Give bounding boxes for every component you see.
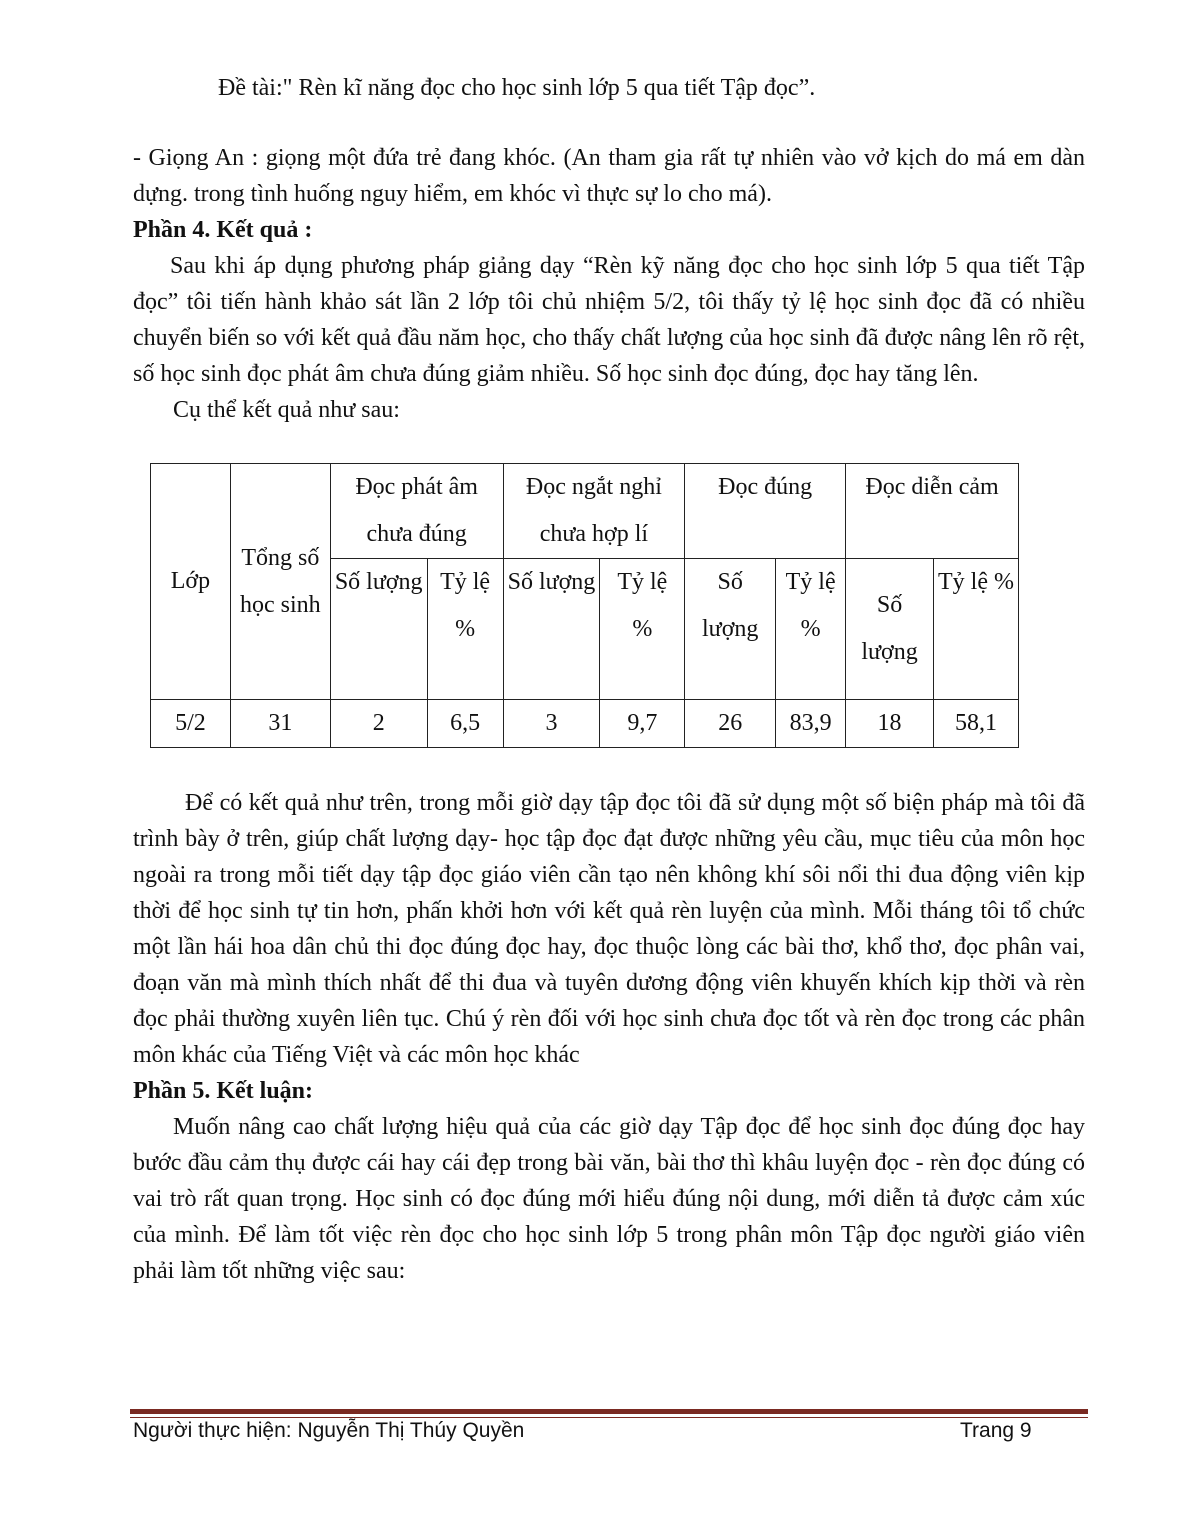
table-cell: 5/2 bbox=[151, 700, 231, 748]
footer-page-number: Trang 9 bbox=[960, 1419, 1032, 1442]
group-header: Đọc diễn cảm bbox=[846, 464, 1019, 559]
page-header-title: Đề tài:" Rèn kĩ năng đọc cho học sinh lớp 5 qua tiết Tập đọc”. bbox=[218, 75, 816, 101]
group-header: Đọc đúng bbox=[685, 464, 846, 559]
table-cell: 83,9 bbox=[776, 700, 846, 748]
sub-header: Tỷ lệ % bbox=[934, 559, 1019, 700]
table-cell: 18 bbox=[846, 700, 934, 748]
table-cell: 31 bbox=[230, 700, 330, 748]
table-cell: 58,1 bbox=[934, 700, 1019, 748]
results-table bbox=[150, 463, 1019, 748]
sub-header: Số lượng bbox=[330, 559, 427, 700]
section4-paragraph: Sau khi áp dụng phương pháp giảng dạy “Rèn kỹ năng đọc cho học sinh lớp 5 qua tiết Tập đọc” tôi tiến hành khảo sát lần 2 lớp tôi chủ nhiệm 5/2, tôi thấy tỷ lệ học sinh đọc đã có nhiều chuyển biến so với kết quả đầu năm học, cho thấy chất lượng của học sinh đã được nâng lên rõ rệt, số học sinh đọc phát âm chưa đúng giảm nhiều. Số học sinh đọc đúng, đọc hay tăng lên. bbox=[133, 253, 1085, 387]
section5-paragraph: Muốn nâng cao chất lượng hiệu quả của các giờ dạy Tập đọc để học sinh đọc đúng đọc hay bước đầu cảm thụ được cái hay cái đẹp trong bài văn, bài thơ thì khâu luyện đọc - rèn đọc đúng có vai trò rất quan trọng. Học sinh có đọc đúng mới hiểu đúng nội dung, mới diễn tả được cảm xúc của mình. Để làm tốt việc rèn đọc cho học sinh lớp 5 trong phân môn Tập đọc người giáo viên phải làm tốt những việc sau: bbox=[133, 1114, 1085, 1284]
sub-header: Số lượng bbox=[503, 559, 600, 700]
sub-header: Tỷ lệ % bbox=[600, 559, 685, 700]
header-lop: Lớp bbox=[151, 464, 231, 700]
group-header: Đọc phát âm chưa đúng bbox=[330, 464, 503, 559]
lower-text-block bbox=[133, 785, 1085, 1289]
sub-header: Số lượng bbox=[685, 559, 776, 700]
table-cell: 2 bbox=[330, 700, 427, 748]
table-row bbox=[151, 700, 1019, 748]
upper-text-block bbox=[133, 140, 1085, 428]
sub-header: Số lượng bbox=[846, 559, 934, 700]
sub-header: Tỷ lệ % bbox=[776, 559, 846, 700]
footer-rule bbox=[130, 1409, 1088, 1414]
section4-heading: Phần 4. Kết quả : bbox=[133, 217, 313, 243]
group-header: Đọc ngắt nghỉ chưa hợp lí bbox=[503, 464, 685, 559]
sub-header: Tỷ lệ % bbox=[427, 559, 503, 700]
table-intro: Cụ thể kết quả như sau: bbox=[173, 397, 400, 423]
after-table-paragraph: Để có kết quả như trên, trong mỗi giờ dạy tập đọc tôi đã sử dụng một số biện pháp mà tôi đã trình bày ở trên, giúp chất lượng dạy- học tập đọc đạt được những yêu cầu, mục tiêu của môn học ngoài ra trong mỗi tiết dạy tập đọc giáo viên cần tạo nên không khí sôi nổi thi đua động viên kịp thời để học sinh tự tin hơn, phấn khởi hơn với kết quả rèn luyện của mình. Mỗi tháng tôi tổ chức một lần hái hoa dân chủ thi đọc đúng đọc hay, đọc thuộc lòng các bài thơ, khổ thơ, đọc phân vai, đoạn văn mà mình thích nhất để thi đua và tuyên dương động viên khuyến khích kịp thời và rèn đọc phải thường xuyên liên tục. Chú ý rèn đối với học sinh chưa đọc tốt và rèn đọc trong các phân môn khác của Tiếng Việt và các môn học khác bbox=[133, 790, 1085, 1068]
footer-author: Người thực hiện: Nguyễn Thị Thúy Quyền bbox=[133, 1419, 525, 1442]
table-cell: 9,7 bbox=[600, 700, 685, 748]
header-tong: Tổng số học sinh bbox=[230, 464, 330, 700]
table-cell: 3 bbox=[503, 700, 600, 748]
table-cell: 26 bbox=[685, 700, 776, 748]
section5-heading: Phần 5. Kết luận: bbox=[133, 1078, 314, 1104]
table-cell: 6,5 bbox=[427, 700, 503, 748]
giong-an-paragraph: - Giọng An : giọng một đứa trẻ đang khóc. (An tham gia rất tự nhiên vào vở kịch do má em dàn dựng. trong tình huống nguy hiểm, em khóc vì thực sự lo cho má). bbox=[133, 145, 1085, 207]
